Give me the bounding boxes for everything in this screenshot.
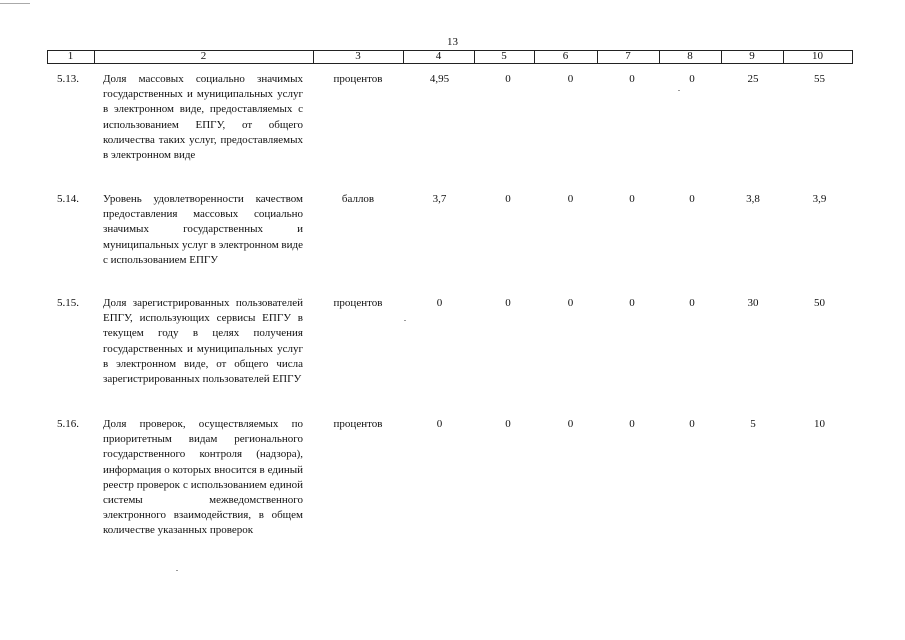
row-value: 5 xyxy=(750,418,756,430)
row-number: 5.13. xyxy=(57,73,79,85)
header-divider xyxy=(852,50,853,64)
row-unit: баллов xyxy=(341,193,375,205)
column-header: 9 xyxy=(749,50,755,62)
row-value: 0 xyxy=(629,73,635,85)
column-header: 8 xyxy=(687,50,693,62)
row-value: 3,7 xyxy=(432,193,447,205)
row-value: 0 xyxy=(629,193,635,205)
row-description: Доля массовых социально значимых государственных и муниципальных услуг в электронном виде, предоставляемых с использованием ЕПГУ, от общего количества таких услуг, предоставляемых в электронном виде xyxy=(103,73,303,162)
column-header: 1 xyxy=(67,50,74,62)
row-description: Доля проверок, осуществляемых по приоритетным видам регионального государственного контроля (надзора), информация о которых вносится в единый реестр проверок с использованием единой системы межведомственного электронного взаимодействия, в общем количестве указанных проверок xyxy=(103,418,303,537)
row-description: Доля зарегистрированных пользователей ЕПГУ, использующих сервисы ЕПГУ в текущем году в целях получения государственных и муниципальных услуг в электронном виде, от общего числа зарегистрированных пользователей ЕПГУ xyxy=(103,297,303,386)
row-unit: процентов xyxy=(333,297,383,309)
row-value: 0 xyxy=(689,297,695,309)
scan-speck xyxy=(176,570,178,571)
row-value: 0 xyxy=(505,73,511,85)
row-number: 5.16. xyxy=(57,418,79,430)
row-number: 5.15. xyxy=(57,297,79,309)
row-unit: процентов xyxy=(333,418,383,430)
row-value: 0 xyxy=(689,418,695,430)
row-value: 10 xyxy=(814,418,825,430)
column-header: 6 xyxy=(562,50,569,62)
row-value: 0 xyxy=(629,297,635,309)
row-value: 3,9 xyxy=(812,193,827,205)
row-unit: процентов xyxy=(333,73,383,85)
row-value: 0 xyxy=(436,418,443,430)
header-bottom-border xyxy=(47,63,853,64)
scan-corner-mark xyxy=(0,3,30,4)
row-value: 0 xyxy=(629,418,635,430)
row-value: 0 xyxy=(567,418,574,430)
row-value: 0 xyxy=(505,193,511,205)
column-header: 2 xyxy=(200,50,207,62)
row-value: 55 xyxy=(814,73,825,85)
column-header: 4 xyxy=(435,50,442,62)
row-value: 0 xyxy=(567,193,574,205)
row-value: 0 xyxy=(505,297,511,309)
row-value: 0 xyxy=(689,73,695,85)
row-value: 0 xyxy=(689,193,695,205)
scan-speck xyxy=(678,90,680,91)
row-value: 30 xyxy=(747,297,759,309)
table-header xyxy=(47,50,853,63)
row-value: 25 xyxy=(747,73,759,85)
column-header: 3 xyxy=(355,50,361,62)
column-header: 5 xyxy=(501,50,507,62)
row-value: 0 xyxy=(436,297,443,309)
row-value: 0 xyxy=(505,418,511,430)
column-header: 7 xyxy=(625,50,631,62)
column-header: 10 xyxy=(812,50,823,62)
row-description: Уровень удовлетворенности качеством предоставления массовых социально значимых государственных и муниципальных услуг в электронном виде с использованием ЕПГУ xyxy=(103,193,303,266)
page-number: 13 xyxy=(447,36,458,48)
row-number: 5.14. xyxy=(57,193,79,205)
scan-speck xyxy=(404,320,406,321)
row-value: 50 xyxy=(814,297,825,309)
row-value: 0 xyxy=(567,73,574,85)
row-value: 4,95 xyxy=(429,73,450,85)
row-value: 0 xyxy=(567,297,574,309)
row-value: 3,8 xyxy=(746,193,760,205)
